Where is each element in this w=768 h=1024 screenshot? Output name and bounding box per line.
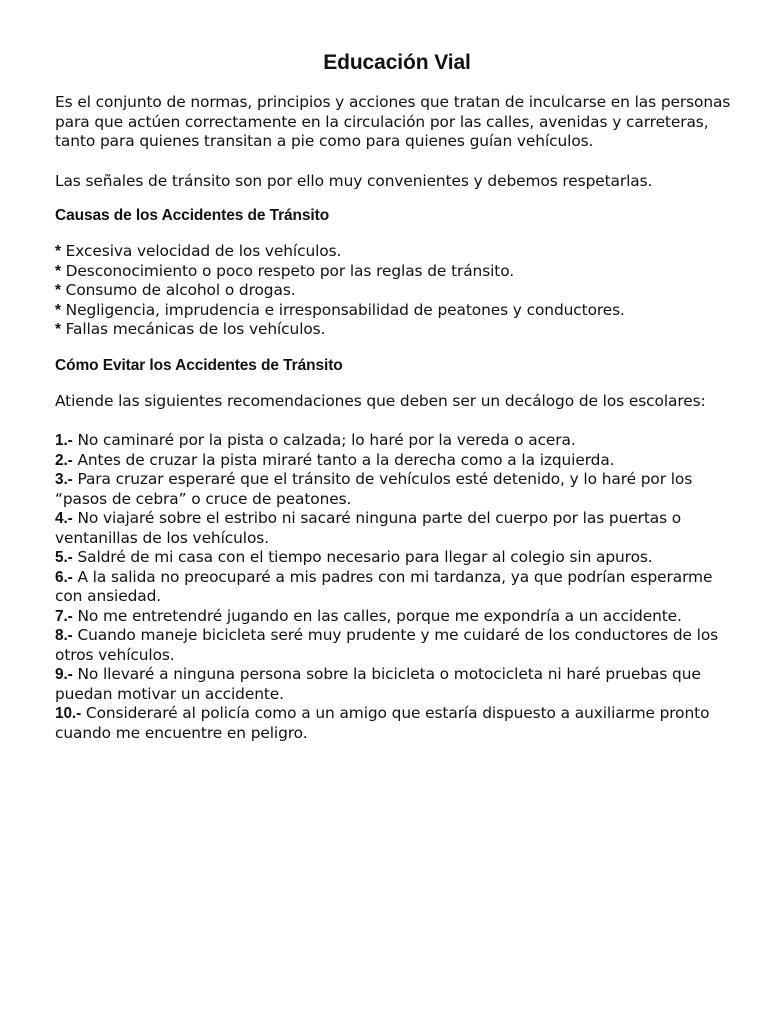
cause-text: Desconocimiento o poco respeto por las reglas de tránsito. bbox=[60, 261, 515, 280]
cause-text: Excesiva velocidad de los vehículos. bbox=[60, 242, 342, 260]
recommendation-item bbox=[55, 470, 735, 509]
bullet-marker: * bbox=[55, 243, 61, 260]
causes-list bbox=[55, 242, 735, 340]
cause-text: Consumo de alcohol o drogas. bbox=[60, 281, 296, 299]
recommendation-text: No caminaré por la pista o calzada; lo haré por la vereda o acera. bbox=[72, 431, 576, 449]
bullet-marker: * bbox=[55, 282, 61, 299]
cause-item bbox=[55, 242, 735, 262]
bullet-marker: * bbox=[55, 321, 61, 338]
recommendation-item bbox=[55, 451, 735, 471]
item-number: 7.- bbox=[55, 607, 73, 625]
item-number: 10.- bbox=[55, 705, 82, 722]
cause-item bbox=[55, 301, 735, 321]
recommendation-item bbox=[55, 431, 735, 451]
recommendation-text: No llevaré a ninguna persona sobre la bicicleta o motocicleta ni haré pruebas que puedan motivar un accidente. bbox=[55, 665, 701, 703]
document-page bbox=[55, 49, 735, 743]
item-number: 3.- bbox=[55, 471, 73, 488]
cause-text: Fallas mecánicas de los vehículos. bbox=[60, 320, 326, 338]
recommendation-item bbox=[55, 509, 735, 548]
recommendations-list bbox=[55, 431, 735, 743]
recommendation-item bbox=[55, 568, 735, 607]
recommendation-text: Antes de cruzar la pista miraré tanto a la derecha como a la izquierda. bbox=[72, 450, 615, 469]
item-number: 4.- bbox=[55, 510, 73, 527]
recommendation-text: Cuando maneje bicicleta seré muy prudente y me cuidaré de los conductores de los otros vehículos. bbox=[55, 626, 719, 664]
item-number: 2.- bbox=[55, 451, 73, 469]
recommendation-item bbox=[55, 607, 735, 627]
item-number: 5.- bbox=[55, 549, 73, 566]
recommendation-text: Para cruzar esperaré que el tránsito de vehículos esté detenido, y lo haré por los “pasos de cebra” o cruce de peatones. bbox=[55, 470, 693, 508]
recommendation-item bbox=[55, 665, 735, 704]
item-number: 9.- bbox=[55, 666, 73, 683]
recommendation-text: Consideraré al policía como a un amigo que estaría dispuesto a auxiliarme pronto cuando me encuentre en peligro. bbox=[55, 704, 710, 742]
intro-paragraph: Es el conjunto de normas, principios y acciones que tratan de inculcarse en las personas para que actúen correctamente en la circulación por las calles, avenidas y carreteras, tanto para quienes transitan a pie como para quienes guían vehículos. bbox=[55, 93, 731, 150]
document-title: Educación Vial bbox=[323, 51, 471, 74]
cause-text: Negligencia, imprudencia e irresponsabilidad de peatones y conductores. bbox=[60, 300, 625, 319]
recommendation-item bbox=[55, 548, 735, 568]
recommendation-item bbox=[55, 704, 735, 743]
signals-paragraph: Las señales de tránsito son por ello muy convenientes y debemos respetarlas. bbox=[55, 171, 653, 190]
item-number: 8.- bbox=[55, 627, 73, 644]
item-number: 1.- bbox=[55, 432, 73, 449]
cause-item bbox=[55, 281, 735, 301]
bullet-marker: * bbox=[55, 262, 61, 280]
item-number: 6.- bbox=[55, 568, 73, 586]
recommendation-text: Saldré de mi casa con el tiempo necesario para llegar al colegio sin apuros. bbox=[72, 548, 653, 566]
bullet-marker: * bbox=[55, 301, 61, 319]
prevention-intro: Atiende las siguientes recomendaciones que deben ser un decálogo de los escolares: bbox=[55, 391, 706, 410]
prevention-heading: Cómo Evitar los Accidentes de Tránsito bbox=[55, 356, 343, 374]
cause-item bbox=[55, 262, 735, 282]
recommendation-text: No viajaré sobre el estribo ni sacaré ninguna parte del cuerpo por las puertas o ventanillas de los vehículos. bbox=[55, 509, 682, 547]
recommendation-text: No me entretendré jugando en las calles, porque me expondría a un accidente. bbox=[72, 606, 682, 625]
recommendation-item bbox=[55, 626, 735, 665]
causes-heading: Causas de los Accidentes de Tránsito bbox=[55, 207, 330, 224]
recommendation-text: A la salida no preocuparé a mis padres con mi tardanza, ya que podrían esperarme con ansiedad. bbox=[55, 567, 713, 605]
cause-item bbox=[55, 320, 735, 340]
